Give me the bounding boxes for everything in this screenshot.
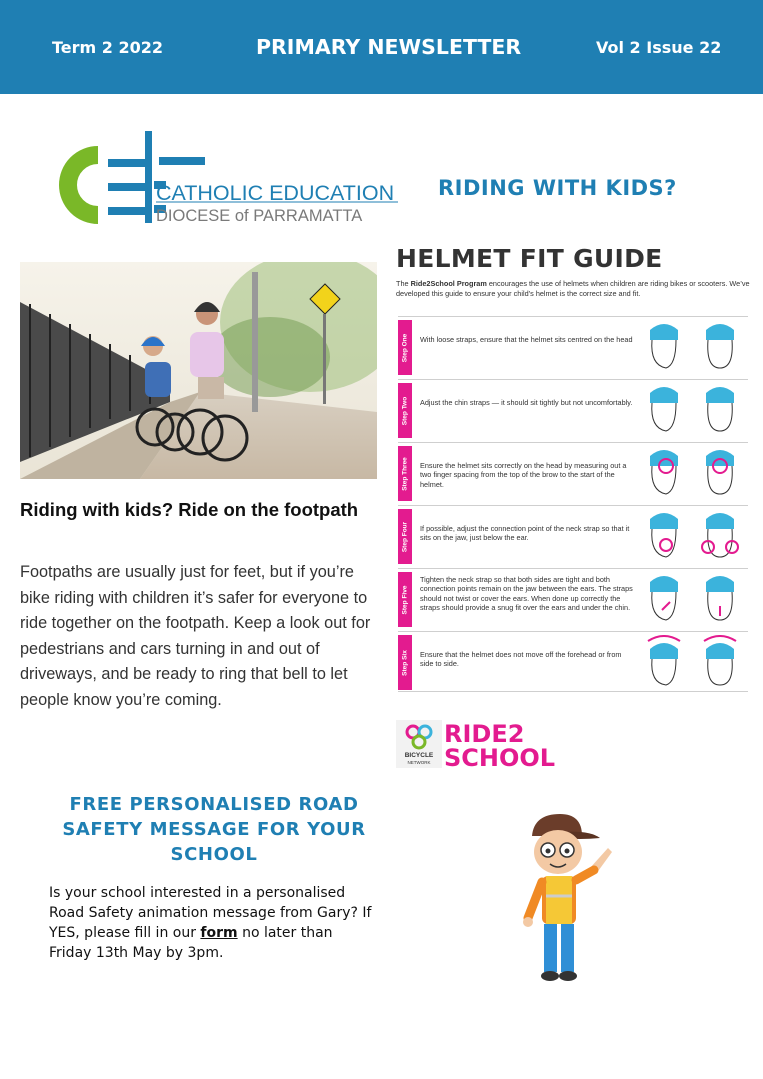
gary-character-illustration [520, 808, 624, 988]
step-label: Step Five [401, 585, 409, 614]
helmet-step-5 [398, 568, 748, 629]
helmet-diagram-icon [636, 635, 746, 690]
logo-line1: CATHOLIC EDUCATION [156, 181, 395, 205]
step-text: With loose straps, ensure that the helmet sits centred on the head [420, 335, 633, 344]
newsletter-title: PRIMARY NEWSLETTER [256, 35, 522, 59]
volume-label: Vol 2 Issue 22 [596, 38, 722, 57]
helmet-guide-intro: The Ride2School Program encourages the use of helmets when children are riding bikes or scooters. We’ve developed this guide to ensure your child’s helmet is the correct size and fit. [396, 279, 750, 298]
ride2school-logo [396, 720, 576, 768]
term-label: Term 2 2022 [52, 38, 164, 57]
helmet-diagram-icon [636, 320, 746, 375]
helmet-diagram-icon [636, 383, 746, 438]
step-label: Step One [401, 333, 409, 362]
step-label: Step Six [401, 649, 409, 676]
form-link[interactable]: form [200, 925, 238, 941]
kids-riding-photo [20, 262, 377, 479]
svg-text:SCHOOL: SCHOOL [444, 744, 556, 768]
step-label: Step Three [401, 456, 409, 491]
article-title: Riding with kids? Ride on the footpath [20, 499, 359, 520]
helmet-step-4 [398, 505, 748, 566]
free-message-body: Is your school interested in a personalised Road Safety animation message from Gary? If YES, please fill in our form no later than Friday 13th May by 3pm. [49, 885, 372, 961]
helmet-step-1 [398, 316, 748, 377]
newsletter-header [0, 0, 763, 94]
svg-text:RIDE2: RIDE2 [444, 720, 525, 748]
helmet-guide-title: HELMET FIT GUIDE [396, 244, 663, 273]
helmet-step-3 [398, 442, 748, 503]
svg-text:BICYCLE: BICYCLE [404, 752, 434, 759]
cedp-logo-mark [38, 128, 408, 228]
step-text: Ensure the helmet sits correctly on the head by measuring out a two finger spacing from the top of the brow to the start of the helmet. [420, 461, 627, 489]
catholic-education-logo [38, 128, 408, 228]
step-text: Tighten the neck strap so that both sides are tight and both connection points remain on the jaw between the ears. The straps should not twist or cover the ears. When done up correctly the straps should provide a snug fit over the ears and under the chin. [420, 575, 633, 613]
free-message-heading: FREE PERSONALISED ROAD SAFETY MESSAGE FOR YOUR SCHOOL [62, 794, 366, 865]
step-text: Ensure that the helmet does not move off the forehead or from side to side. [420, 650, 622, 669]
section-heading: RIDING WITH KIDS? [438, 176, 677, 200]
step-text: Adjust the chin straps — it should sit tightly but not uncomfortably. [420, 398, 633, 407]
article-body: Footpaths are usually just for feet, but if you’re bike riding with children it’s safer for everyone to ride together on the footpath. Keep a look out for pedestrians and cars turning in and out of driveways, and be ready to ring that bell to let people know you’re coming. [20, 563, 371, 709]
helmet-diagram-icon [636, 509, 746, 564]
logo-line2: DIOCESE of PARRAMATTA [156, 207, 363, 225]
helmet-diagram-icon [636, 572, 746, 627]
helmet-fit-guide [396, 244, 750, 706]
helmet-step-6 [398, 631, 748, 692]
svg-text:NETWORK: NETWORK [407, 760, 431, 765]
step-label: Step Four [401, 521, 409, 552]
bicycle-network-icon [396, 720, 576, 768]
step-label: Step Two [401, 396, 409, 425]
helmet-step-2 [398, 379, 748, 440]
helmet-diagram-icon [636, 446, 746, 501]
step-text: If possible, adjust the connection point of the neck strap so that it sits on the jaw, just below the ear. [420, 524, 630, 543]
